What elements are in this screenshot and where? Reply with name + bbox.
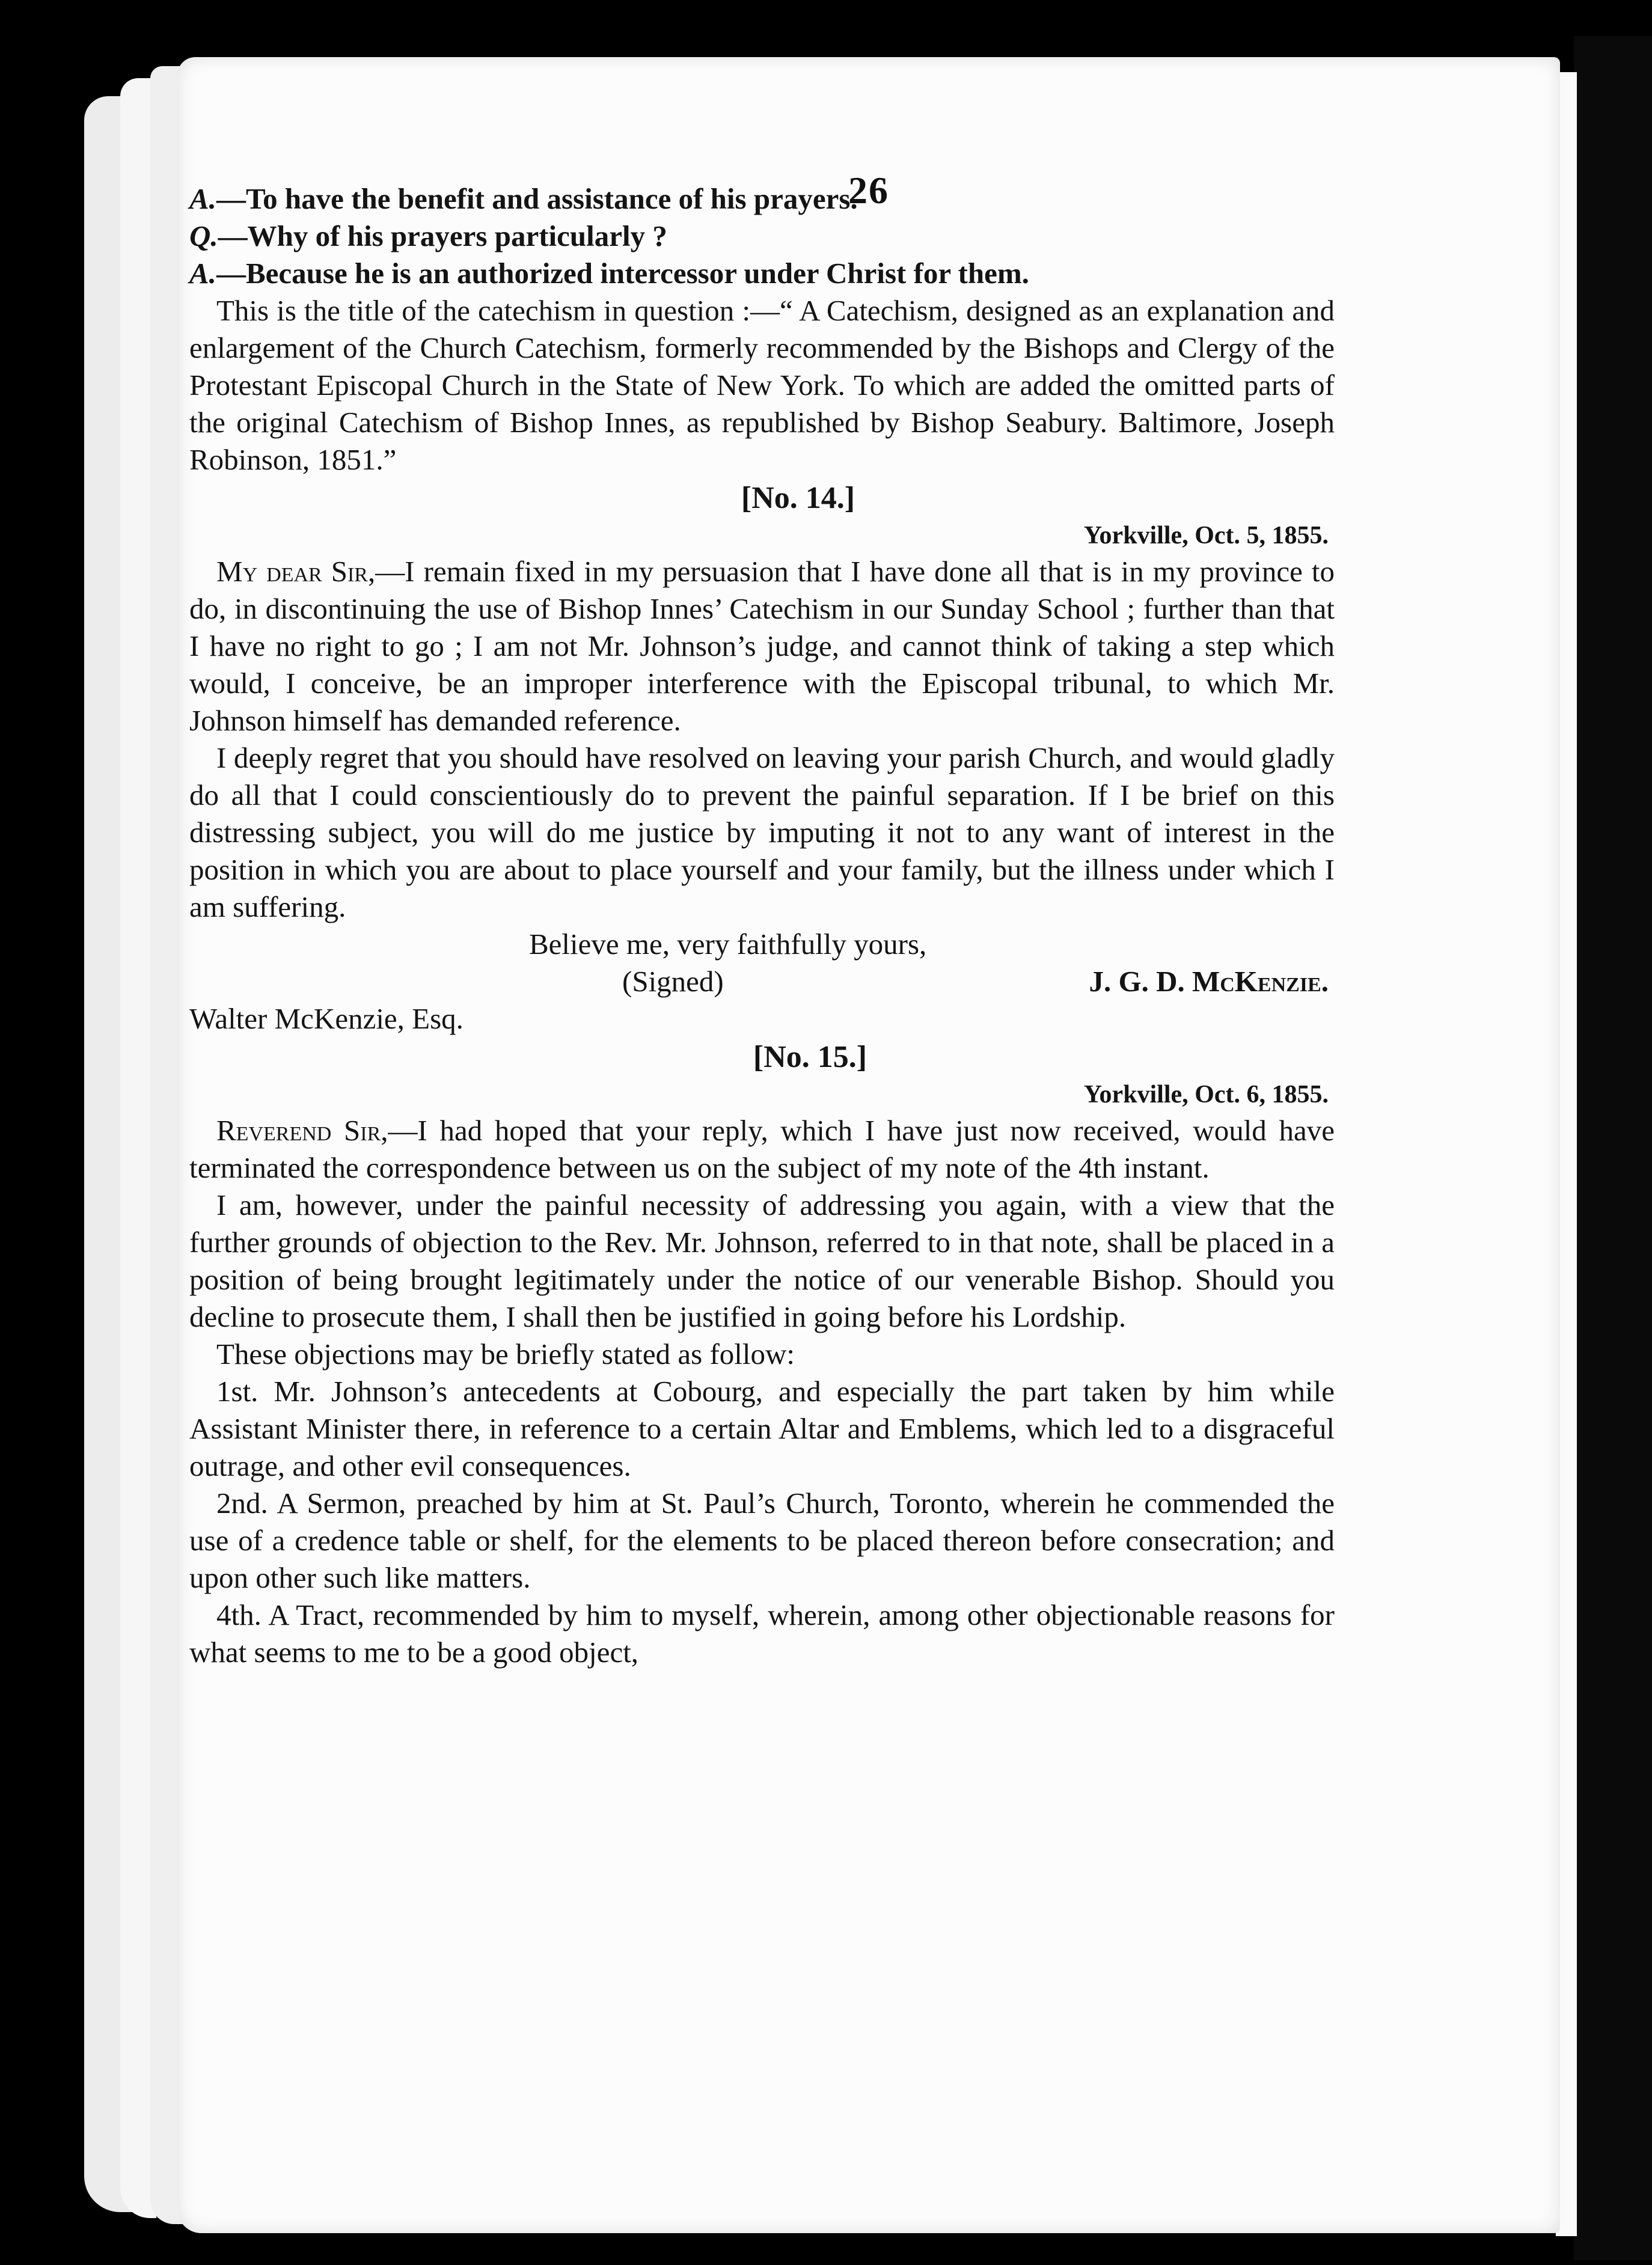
qa-text: —Because he is an authorized intercessor under Christ for them. (216, 257, 1029, 290)
letter-paragraph: These objections may be briefly stated as follow: (216, 1337, 795, 1371)
letter-paragraph (189, 1112, 1335, 1187)
letter-paragraph (189, 553, 1335, 739)
qa-label: A. (189, 182, 216, 215)
letter-number: [No. 14.] (741, 481, 855, 515)
paragraph-text: —I remain fixed in my persuasion that I have done all that is in my province to do, in discontinuing the use of Bishop Innes’ Catechism in our Sunday School ; further than that I have no right to go ; I am not Mr. Johnson’s judge, and cannot think of taking a step which would, I conceive, be an improper interference with the Episcopal tribunal, to which Mr. Johnson himself has demanded reference. (189, 555, 1335, 737)
addressee: Walter McKenzie, Esq. (189, 1002, 463, 1035)
signature-surname: cKenzie. (1220, 965, 1329, 998)
signature-initials: J. G. D. M (1089, 965, 1220, 998)
qa-label: A. (189, 257, 216, 290)
letter-paragraph: I deeply regret that you should have resolved on leaving your parish Church, and would gladly do all that I could conscientiously do to prevent the painful separation. If I be brief on this distressing subject, you will do me justice by imputing it not to any want of interest in the position in which you are about to place yourself and your family, but the illness under which I am suffering. (189, 741, 1335, 923)
qa-text: —Why of his prayers particularly ? (218, 219, 667, 252)
qa-line (189, 180, 1335, 218)
objection-item: 1st. Mr. Johnson’s antecedents at Cobourg, and especially the part taken by him while Assistant Minister there, in reference to a certain Altar and Emblems, which led to a disgraceful outrage, and other evil consequences. (189, 1375, 1335, 1482)
page-body (189, 180, 1335, 1671)
signed-note: (Signed) (622, 965, 724, 998)
letter-date: Yorkville, Oct. 5, 1855. (1083, 522, 1329, 549)
objection-item: 2nd. A Sermon, preached by him at St. Paul’s Church, Toronto, wherein he commended the use of a credence table or shelf, for the elements to be placed thereon before consecration; and upon other such like matters. (189, 1487, 1335, 1594)
qa-line (189, 218, 1335, 255)
letter-paragraph: I am, however, under the painful necessity of addressing you again, with a view that the further grounds of objection to the Rev. Mr. Johnson, referred to in that note, shall be placed in a position of being brought legitimately under the notice of our venerable Bishop. Should you decline to prosecute them, I shall then be justified in going before his Lordship. (189, 1188, 1335, 1333)
letter-closing: Believe me, very faithfully yours, (529, 928, 927, 961)
objection-item: 4th. A Tract, recommended by him to myself, wherein, among other objectionable reasons for what seems to me to be a good object, (189, 1598, 1335, 1669)
salutation: My dear Sir, (216, 555, 376, 588)
paragraph-text: —I had hoped that your reply, which I have just now received, would have terminated the correspondence between us on the subject of my note of the 4th instant. (189, 1114, 1335, 1184)
page-number: 26 (848, 169, 889, 212)
signature (1089, 963, 1329, 1000)
catechism-title-paragraph: This is the title of the catechism in question :—“ A Catechism, designed as an explanation and enlargement of the Church Catechism, formerly recommended by the Bishops and Clergy of the Protestant Episcopal Church in the State of New York. To which are added the omitted parts of the original Catechism of Bishop Innes, as republished by Bishop Seabury. Baltimore, Joseph Robinson, 1851.” (189, 294, 1335, 476)
qa-line (189, 255, 1335, 292)
letter-date: Yorkville, Oct. 6, 1855. (1083, 1081, 1329, 1108)
letter-number: [No. 15.] (753, 1040, 867, 1074)
salutation: Reverend Sir, (216, 1114, 388, 1147)
qa-label: Q. (189, 219, 218, 252)
signature-line (189, 963, 1335, 1000)
qa-text: —To have the benefit and assistance of his prayers. (216, 182, 858, 215)
scan-border-right (1574, 36, 1652, 2260)
